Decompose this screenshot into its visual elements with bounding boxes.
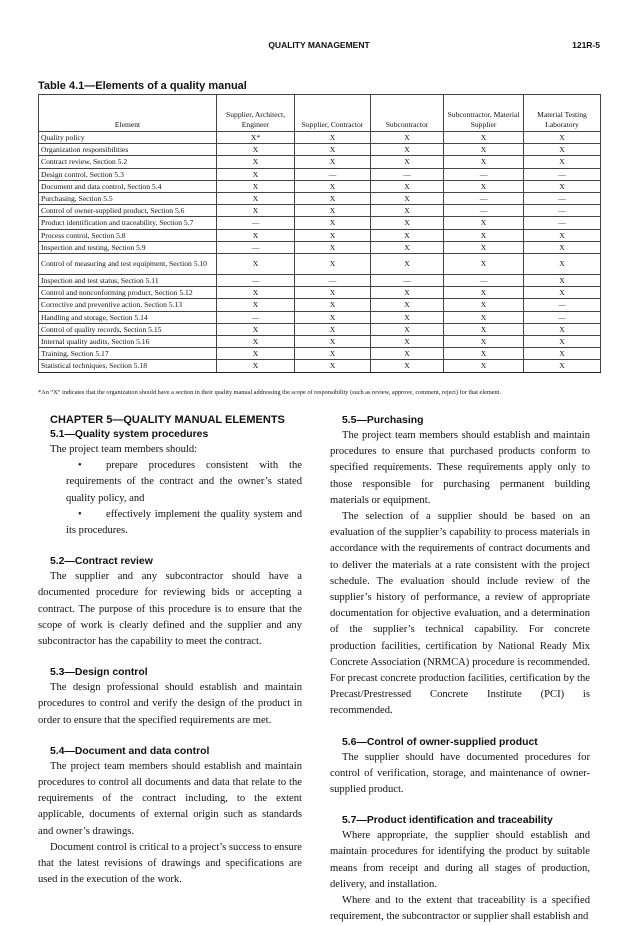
mark-cell: X <box>295 336 371 348</box>
mark-cell: — <box>217 275 295 287</box>
paragraph: The selection of a supplier should be based on an evaluation of the supplier’s capability to process materials in accordance with the requirements of contract documents and to deliver the materials at a rate consistent with the project schedule. The evaluation should include review of the supplier’s history of performance, a review of appropriate documentation for objective evaluation, and a determination of the supplier’s technical capability. For concrete production facilities, certification by National Ready Mix Concrete Association (NRMCA) procedure is recommended. For precast concrete production facilities, certification by the Precast/Prestressed Concrete Institute (PCI) is recommended. <box>330 511 590 717</box>
bullet-icon: • <box>78 460 82 472</box>
column-header: Supplier, Architect, Engineer <box>217 95 295 132</box>
mark-cell: X <box>371 156 444 168</box>
mark-cell: X <box>217 205 295 217</box>
mark-cell: — <box>295 168 371 180</box>
column-header: Material Testing Laboratory <box>524 95 601 132</box>
element-cell: Corrective and preventive action, Section 5.13 <box>39 299 217 311</box>
mark-cell: X <box>371 360 444 372</box>
mark-cell: X <box>371 144 444 156</box>
mark-cell: X <box>444 132 524 144</box>
mark-cell: X <box>524 336 601 348</box>
mark-cell: — <box>444 193 524 205</box>
mark-cell: X <box>524 287 601 299</box>
element-cell: Process control, Section 5.8 <box>39 229 217 241</box>
section-heading-5-5: 5.5—Purchasing <box>342 415 424 426</box>
bullet-item: • prepare procedures consistent with the requirements of the contract and the owner’s stated quality policy, and <box>66 460 302 504</box>
mark-cell: X <box>444 180 524 192</box>
mark-cell: X <box>371 287 444 299</box>
table-row <box>39 336 601 348</box>
element-cell: Design control, Section 5.3 <box>39 168 217 180</box>
paragraph: The supplier should have documented procedures for control of verification, storage, and maintenance of owner-supplied product. <box>330 751 590 796</box>
element-cell: Internal quality audits, Section 5.16 <box>39 336 217 348</box>
element-cell: Handling and storage, Section 5.14 <box>39 311 217 323</box>
paragraph: The design professional should establish and maintain procedures to control and verify the design of the product in order to ensure that the specified requirements are met. <box>38 682 302 726</box>
element-cell: Inspection and test status, Section 5.11 <box>39 275 217 287</box>
table-row <box>39 299 601 311</box>
table-row <box>39 132 601 144</box>
mark-cell: X <box>217 348 295 360</box>
mark-cell: X <box>295 205 371 217</box>
element-cell: Inspection and testing, Section 5.9 <box>39 241 217 253</box>
mark-cell: X <box>217 299 295 311</box>
mark-cell: X <box>295 348 371 360</box>
mark-cell: X <box>295 229 371 241</box>
table-row <box>39 156 601 168</box>
mark-cell: X <box>371 311 444 323</box>
mark-cell: — <box>371 168 444 180</box>
element-cell: Contract review, Section 5.2 <box>39 156 217 168</box>
element-cell: Quality policy <box>39 132 217 144</box>
mark-cell: X <box>444 229 524 241</box>
element-cell: Product identification and traceability, Section 5.7 <box>39 217 217 229</box>
mark-cell: X <box>371 193 444 205</box>
mark-cell: X <box>371 323 444 335</box>
mark-cell: X* <box>217 132 295 144</box>
mark-cell: — <box>524 311 601 323</box>
mark-cell: — <box>217 241 295 253</box>
element-cell: Control of quality records, Section 5.15 <box>39 323 217 335</box>
section-heading-5-7: 5.7—Product identification and traceability <box>342 815 553 827</box>
mark-cell: — <box>217 217 295 229</box>
table-row <box>39 205 601 217</box>
mark-cell: X <box>524 348 601 360</box>
bullet-icon: • <box>78 508 82 520</box>
table-row <box>39 348 601 360</box>
table-footnote: *An “X” indicates that the organization should have a section in their quality manual addressing the scope of responsibility (such as review, approve, comment, reject) for that element. <box>38 389 502 396</box>
paragraph: Where and to the extent that traceability is a specified requirement, the subcontractor or supplier shall establish and <box>330 895 590 923</box>
section-heading-5-1: 5.1—Quality system procedures <box>50 429 209 440</box>
mark-cell: X <box>295 254 371 275</box>
mark-cell: — <box>524 193 601 205</box>
element-cell: Document and data control, Section 5.4 <box>39 180 217 192</box>
mark-cell: — <box>371 275 444 287</box>
mark-cell: X <box>295 132 371 144</box>
mark-cell: X <box>295 360 371 372</box>
mark-cell: X <box>444 144 524 156</box>
mark-cell: X <box>524 144 601 156</box>
mark-cell: — <box>524 299 601 311</box>
mark-cell: X <box>444 348 524 360</box>
table-header-row <box>39 95 601 132</box>
table-row <box>39 144 601 156</box>
mark-cell: X <box>217 323 295 335</box>
mark-cell: X <box>371 132 444 144</box>
section-heading-5-3: 5.3—Design control <box>50 667 148 679</box>
column-header: Subcontractor <box>371 95 444 132</box>
left-column <box>38 413 302 888</box>
mark-cell: X <box>295 144 371 156</box>
table-row <box>39 180 601 192</box>
mark-cell: X <box>295 323 371 335</box>
mark-cell: X <box>217 168 295 180</box>
mark-cell: X <box>444 241 524 253</box>
mark-cell: X <box>371 205 444 217</box>
element-cell: Control of measuring and test equipment, Section 5.10 <box>39 254 217 275</box>
mark-cell: X <box>371 348 444 360</box>
mark-cell: — <box>524 168 601 180</box>
mark-cell: X <box>371 229 444 241</box>
bullet-item: • effectively implement the quality system and its procedures. <box>66 508 302 537</box>
mark-cell: X <box>524 323 601 335</box>
mark-cell: X <box>295 287 371 299</box>
element-cell: Statistical techniques, Section 5.18 <box>39 360 217 372</box>
element-cell: Training, Section 5.17 <box>39 348 217 360</box>
mark-cell: X <box>444 323 524 335</box>
mark-cell: X <box>444 254 524 275</box>
mark-cell: — <box>295 275 371 287</box>
mark-cell: X <box>444 156 524 168</box>
column-header: Element <box>39 95 217 132</box>
mark-cell: X <box>371 336 444 348</box>
mark-cell: X <box>217 254 295 275</box>
mark-cell: X <box>524 180 601 192</box>
paragraph: Document control is critical to a project’s success to ensure that the latest revisions of drawings and specifications are used in the execution of the work. <box>38 841 302 886</box>
column-header: Subcontractor, Material Supplier <box>444 95 524 132</box>
mark-cell: X <box>444 287 524 299</box>
table-caption: Table 4.1—Elements of a quality manual <box>38 80 247 92</box>
quality-manual-table <box>38 94 601 373</box>
mark-cell: X <box>295 193 371 205</box>
table-row <box>39 275 601 287</box>
element-cell: Control of owner-supplied product, Section 5.6 <box>39 205 217 217</box>
mark-cell: X <box>295 156 371 168</box>
mark-cell: X <box>371 217 444 229</box>
mark-cell: — <box>524 205 601 217</box>
page-number: 121R-5 <box>572 40 600 50</box>
mark-cell: X <box>217 287 295 299</box>
table-row <box>39 229 601 241</box>
table-row <box>39 311 601 323</box>
running-header <box>38 40 600 52</box>
mark-cell: X <box>524 156 601 168</box>
mark-cell: X <box>371 241 444 253</box>
right-column <box>330 413 590 925</box>
mark-cell: X <box>524 360 601 372</box>
mark-cell: — <box>444 275 524 287</box>
element-cell: Organization responsibilities <box>39 144 217 156</box>
section-heading-5-6: 5.6—Control of owner-supplied product <box>342 736 538 748</box>
mark-cell: X <box>217 229 295 241</box>
section-heading-5-2: 5.2—Contract review <box>50 556 153 568</box>
column-header: Supplier, Contractor <box>295 95 371 132</box>
mark-cell: X <box>295 180 371 192</box>
table-row <box>39 323 601 335</box>
table-row <box>39 360 601 372</box>
mark-cell: X <box>444 311 524 323</box>
mark-cell: — <box>524 217 601 229</box>
mark-cell: X <box>371 180 444 192</box>
paragraph: The project team members should: <box>50 444 198 455</box>
mark-cell: X <box>217 156 295 168</box>
mark-cell: X <box>371 254 444 275</box>
mark-cell: X <box>295 311 371 323</box>
paragraph: The project team members should establish and maintain procedures to ensure that purchased products conform to specified requirements. These requirements apply only to those responsible for purchasing permanent building materials or equipment. <box>330 430 590 506</box>
table-row <box>39 241 601 253</box>
mark-cell: X <box>524 241 601 253</box>
mark-cell: X <box>295 299 371 311</box>
mark-cell: X <box>444 217 524 229</box>
table-body <box>39 132 601 373</box>
table-row <box>39 217 601 229</box>
mark-cell: X <box>217 193 295 205</box>
mark-cell: X <box>217 144 295 156</box>
table-row <box>39 193 601 205</box>
chapter-heading: CHAPTER 5—QUALITY MANUAL ELEMENTS <box>50 414 285 426</box>
mark-cell: — <box>444 168 524 180</box>
mark-cell: — <box>217 311 295 323</box>
mark-cell: X <box>444 299 524 311</box>
mark-cell: X <box>217 360 295 372</box>
element-cell: Control and nonconforming product, Section 5.12 <box>39 287 217 299</box>
paragraph: Where appropriate, the supplier should establish and maintain procedures for identifying the product by suitable means from receipt and during all stages of production, delivery, and installation. <box>330 830 590 890</box>
mark-cell: X <box>524 132 601 144</box>
mark-cell: X <box>295 217 371 229</box>
mark-cell: X <box>217 336 295 348</box>
mark-cell: X <box>524 229 601 241</box>
mark-cell: X <box>524 275 601 287</box>
element-cell: Purchasing, Section 5.5 <box>39 193 217 205</box>
paragraph: The supplier and any subcontractor should have a documented procedure for reviewing bids or accepting a contract. The purpose of this procedure is to ensure that the scope of work is clearly defined and the supplier and any subcontractor has the capability to meet the contract. <box>38 571 302 648</box>
header-title: QUALITY MANAGEMENT <box>268 40 370 50</box>
table-row <box>39 254 601 275</box>
section-heading-5-4: 5.4—Document and data control <box>50 745 210 757</box>
mark-cell: — <box>444 205 524 217</box>
paragraph: The project team members should establish and maintain procedures to control all documents and data that relate to the requirements of the contract including, to the extent applicable, documents of external origin such as standards and owner’s drawings. <box>38 760 302 837</box>
mark-cell: X <box>444 360 524 372</box>
mark-cell: X <box>371 299 444 311</box>
mark-cell: X <box>524 254 601 275</box>
mark-cell: X <box>217 180 295 192</box>
table-row <box>39 168 601 180</box>
mark-cell: X <box>444 336 524 348</box>
mark-cell: X <box>295 241 371 253</box>
table-row <box>39 287 601 299</box>
